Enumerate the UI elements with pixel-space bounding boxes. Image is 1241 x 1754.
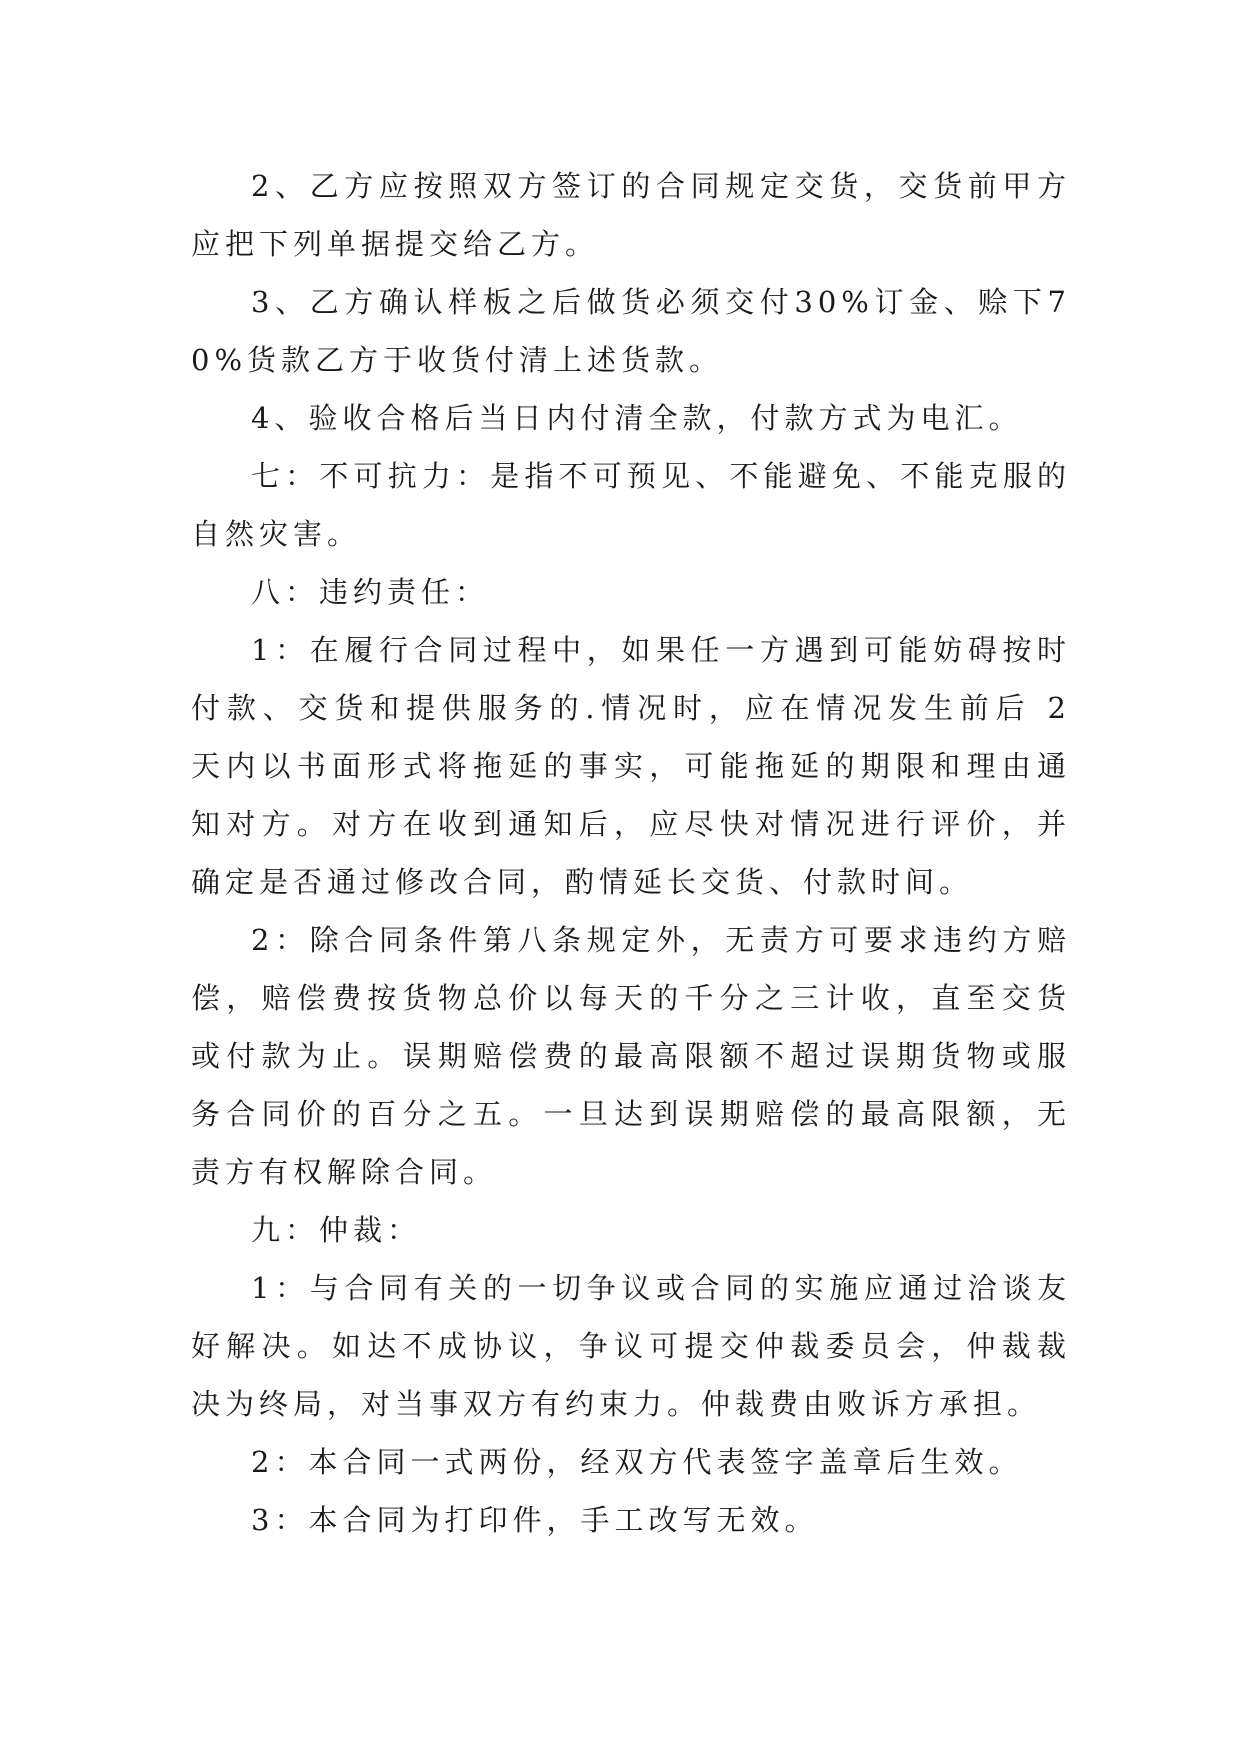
paragraph-arbitration-2: 2：本合同一式两份，经双方代表签字盖章后生效。	[251, 1445, 1023, 1479]
paragraph-clause-2-delivery: 2、乙方应按照双方签订的合同规定交货，交货前甲方应把下列单据提交给乙方。	[191, 169, 1071, 261]
paragraph-breach-1: 1：在履行合同过程中，如果任一方遇到可能妨碍按时付款、交货和提供服务的.情况时，应在情况发生前后 2 天内以书面形式将拖延的事实，可能拖延的期限和理由通知对方。对方在收到通知后，应尽快对情况进行评价，并确定是否通过修改合同，酌情延长交货、付款时间。	[191, 633, 1071, 899]
document-body	[191, 157, 1071, 1549]
heading-arbitration: 九：仲裁：	[251, 1213, 422, 1247]
paragraph-force-majeure: 七：不可抗力：是指不可预见、不能避免、不能克服的自然灾害。	[191, 459, 1071, 551]
paragraph-arbitration-1: 1：与合同有关的一切争议或合同的实施应通过洽谈友好解决。如达不成协议，争议可提交仲裁委员会，仲裁裁决为终局，对当事双方有约束力。仲裁费由败诉方承担。	[191, 1271, 1071, 1421]
heading-breach-liability: 八：违约责任：	[251, 575, 490, 609]
paragraph-clause-3-deposit: 3、乙方确认样板之后做货必须交付30%订金、赊下70%货款乙方于收货付清上述货款。	[191, 285, 1071, 377]
paragraph-arbitration-3: 3：本合同为打印件，手工改写无效。	[251, 1503, 819, 1537]
paragraph-breach-2: 2：除合同条件第八条规定外，无责方可要求违约方赔偿，赔偿费按货物总价以每天的千分之三计收，直至交货或付款为止。误期赔偿费的最高限额不超过误期货物或服务合同价的百分之五。一旦达到误期赔偿的最高限额，无责方有权解除合同。	[191, 923, 1071, 1189]
paragraph-clause-4-payment: 4、验收合格后当日内付清全款，付款方式为电汇。	[251, 401, 1023, 435]
